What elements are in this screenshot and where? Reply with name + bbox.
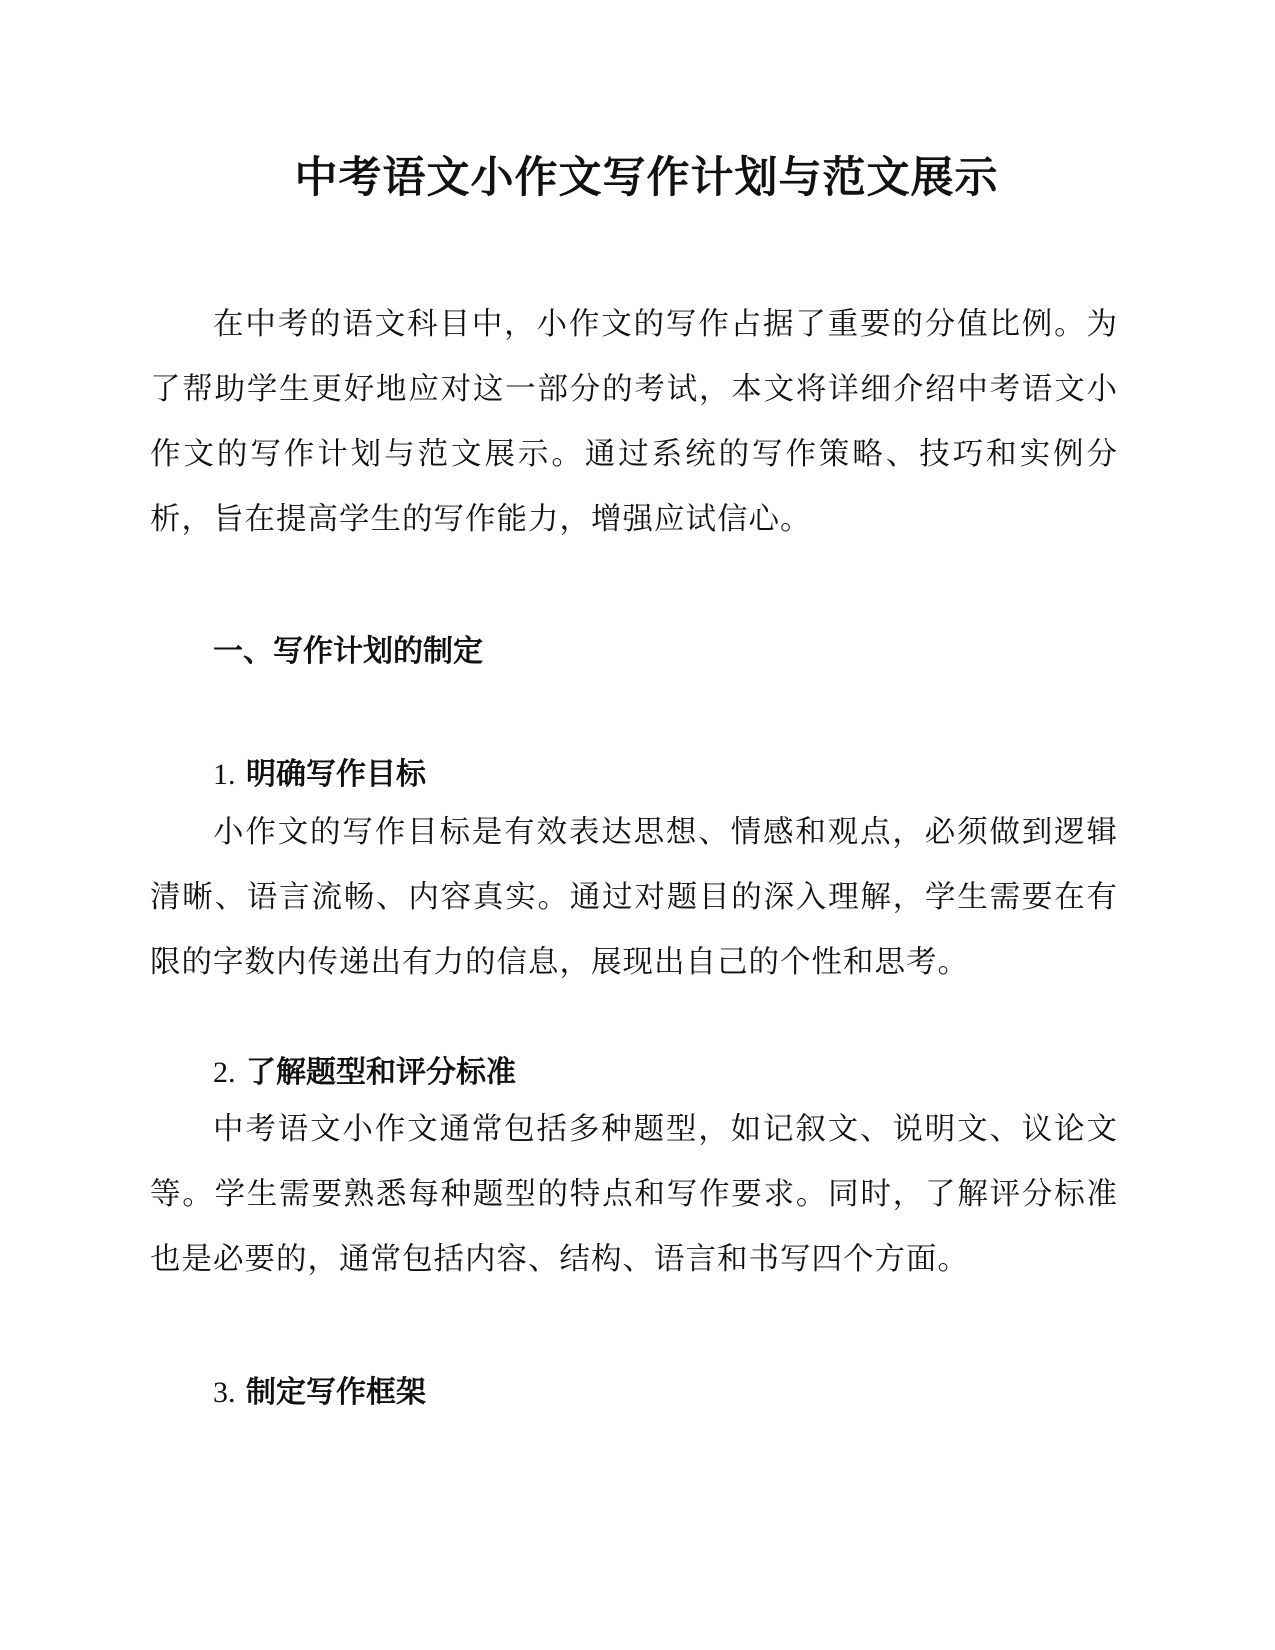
subsection-title: 制定写作框架 <box>245 1375 426 1410</box>
subsection-heading <box>213 1053 516 1093</box>
subsection-paragraph: 小作文的写作目标是有效表达思想、情感和观点，必须做到逻辑清晰、语言流畅、内容真实。通过对题目的深入理解，学生需要在有限的字数内传递出有力的信息，展现出自己的个性和思考。 <box>150 815 1118 980</box>
subsection-paragraph: 中考语文小作文通常包括多种题型，如记叙文、说明文、议论文等。学生需要熟悉每种题型的特点和写作要求。同时，了解评分标准也是必要的，通常包括内容、结构、语言和书写四个方面。 <box>150 1112 1118 1277</box>
subsection-title: 明确写作目标 <box>245 757 426 792</box>
subsection-title: 了解题型和评分标准 <box>245 1055 516 1090</box>
subsection-heading <box>213 755 426 795</box>
section-heading: 一、写作计划的制定 <box>213 634 483 669</box>
intro-paragraph: 在中考的语文科目中，小作文的写作占据了重要的分值比例。为了帮助学生更好地应对这一部分的考试，本文将详细介绍中考语文小作文的写作计划与范文展示。通过系统的写作策略、技巧和实例分析，旨在提高学生的写作能力，增强应试信心。 <box>150 307 1118 537</box>
subsection-heading <box>213 1373 426 1413</box>
page-title: 中考语文小作文写作计划与范文展示 <box>294 153 999 203</box>
subsection-number: 1. <box>213 758 236 791</box>
subsection-number: 3. <box>213 1376 236 1409</box>
subsection-number: 2. <box>213 1056 236 1089</box>
